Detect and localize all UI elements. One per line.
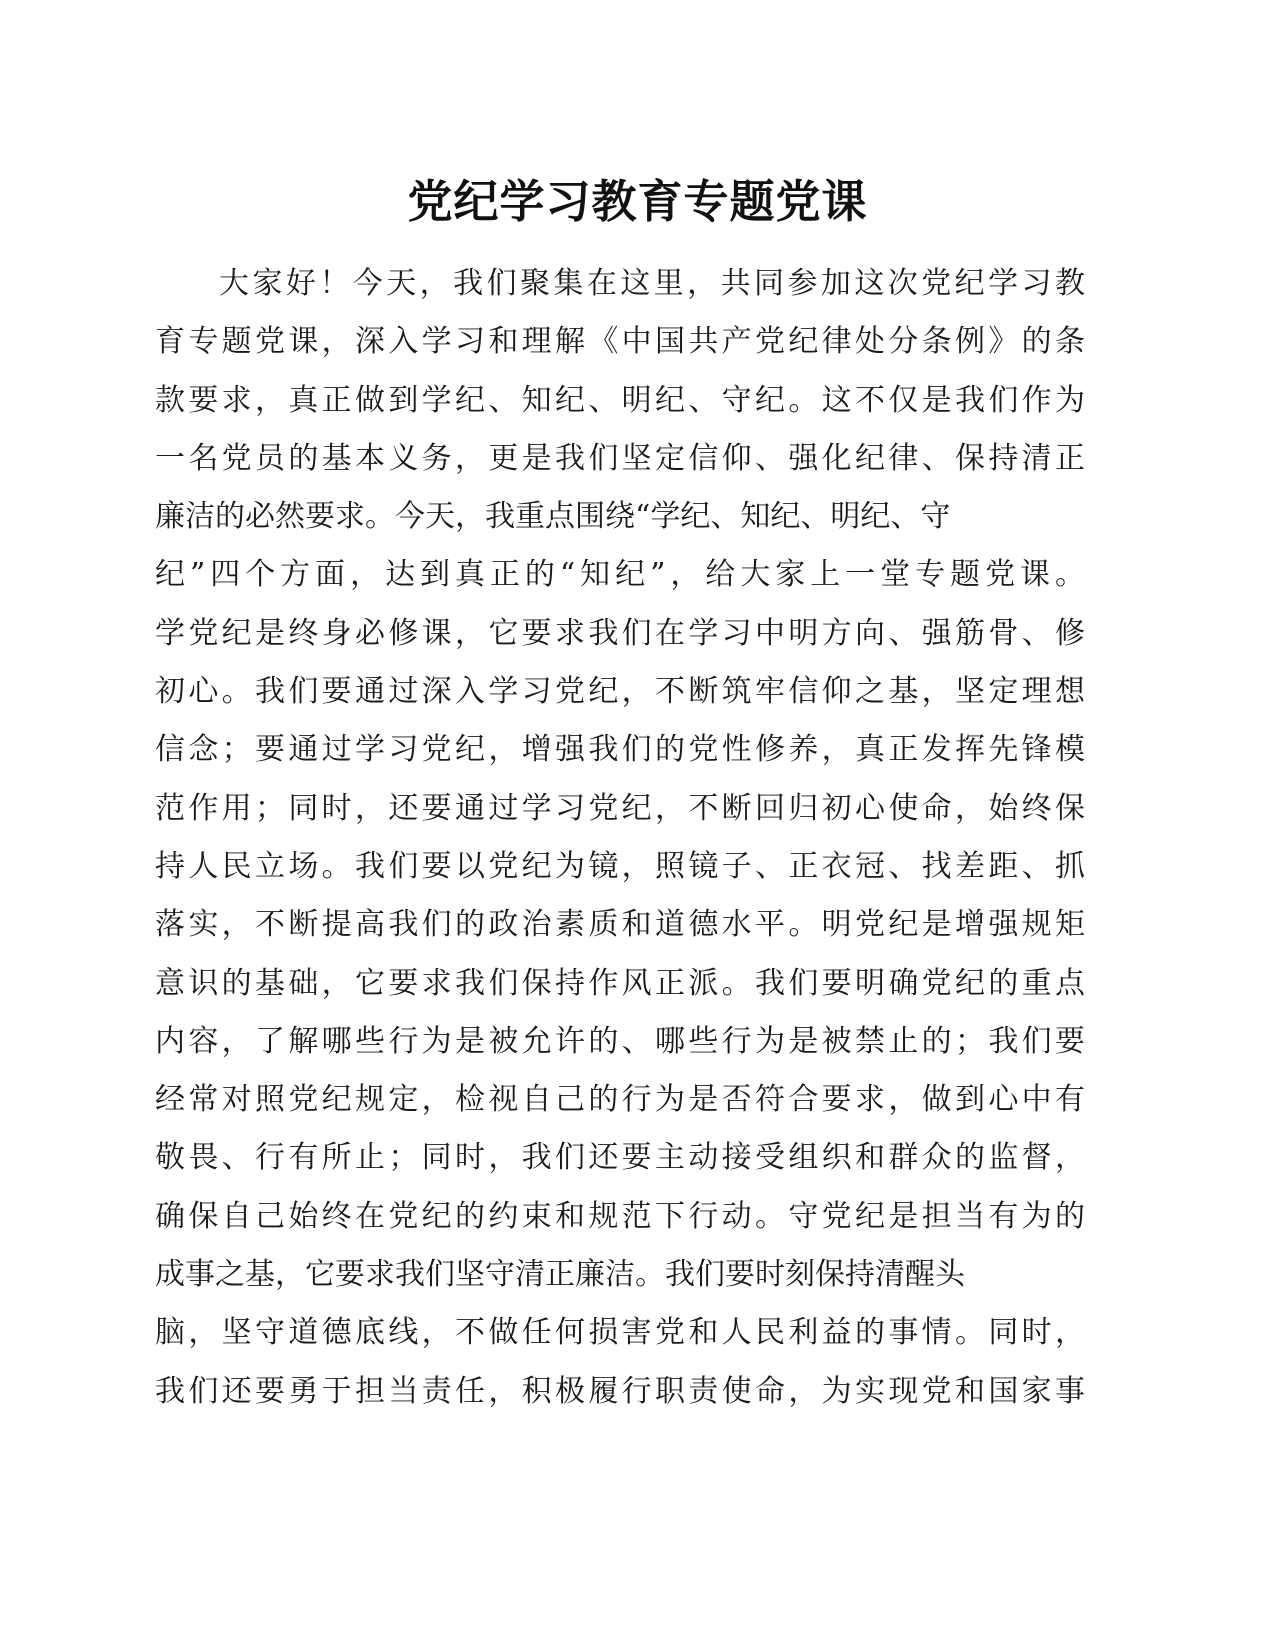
text-line: 经常对照党纪规定，检视自己的行为是否符合要求，做到心中有 — [155, 1082, 1085, 1118]
page-title: 党纪学习教育专题党课 — [407, 175, 868, 228]
text-line: 我们还要勇于担当责任，积极履行职责使命，为实现党和国家事 — [155, 1373, 1085, 1409]
text-line: 敬畏、行有所止；同时，我们还要主动接受组织和群众的监督， — [155, 1140, 1085, 1176]
text-line: 育专题党课，深入学习和理解《中国共产党纪律处分条例》的条 — [155, 324, 1085, 360]
body-text — [155, 255, 1085, 1421]
text-line: 学党纪是终身必修课，它要求我们在学习中明方向、强筋骨、修 — [155, 615, 1085, 651]
text-line: 成事之基，它要求我们坚守清正廉洁。我们要时刻保持清醒头 — [155, 1257, 965, 1293]
text-line: 廉洁的必然要求。今天，我重点围绕“学纪、知纪、明纪、守 — [155, 499, 951, 535]
text-line: 初心。我们要通过深入学习党纪，不断筑牢信仰之基，坚定理想 — [155, 674, 1085, 710]
text-line: 信念；要通过学习党纪，增强我们的党性修养，真正发挥先锋模 — [155, 732, 1085, 768]
text-line: 意识的基础，它要求我们保持作风正派。我们要明确党纪的重点 — [155, 965, 1085, 1001]
text-line: 内容，了解哪些行为是被允许的、哪些行为是被禁止的；我们要 — [155, 1023, 1085, 1059]
text-line: 纪”四个方面，达到真正的“知纪”，给大家上一堂专题党课。 — [155, 557, 1085, 593]
text-line: 确保自己始终在党纪的约束和规范下行动。守党纪是担当有为的 — [155, 1198, 1085, 1234]
text-line: 一名党员的基本义务，更是我们坚定信仰、强化纪律、保持清正 — [155, 440, 1085, 476]
text-line: 范作用；同时，还要通过学习党纪，不断回归初心使命，始终保 — [155, 790, 1085, 826]
text-line: 落实，不断提高我们的政治素质和道德水平。明党纪是增强规矩 — [155, 907, 1085, 943]
text-line: 款要求，真正做到学纪、知纪、明纪、守纪。这不仅是我们作为 — [155, 382, 1085, 418]
text-line: 持人民立场。我们要以党纪为镜，照镜子、正衣冠、找差距、抓 — [155, 848, 1085, 884]
text-line: 大家好！今天，我们聚集在这里，共同参加这次党纪学习教 — [219, 266, 1085, 301]
text-line: 脑，坚守道德底线，不做任何损害党和人民利益的事情。同时， — [155, 1315, 1085, 1351]
